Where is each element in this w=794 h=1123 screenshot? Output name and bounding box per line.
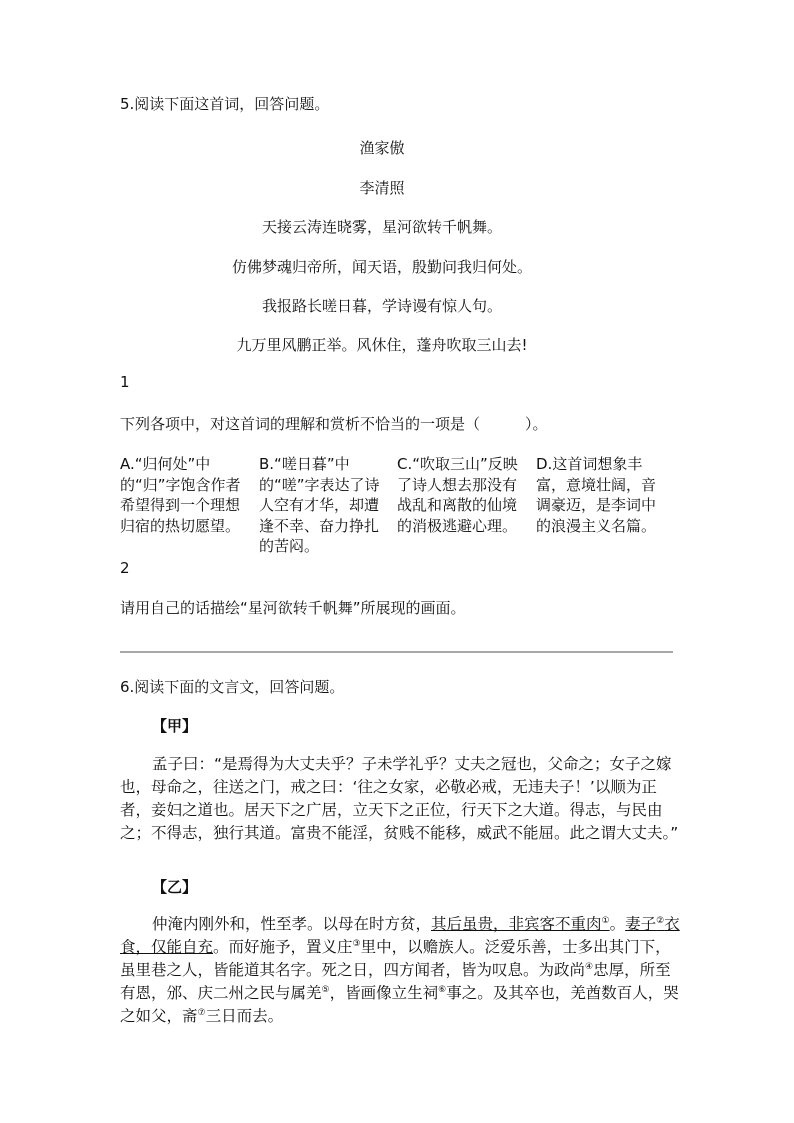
option-a: A.“归何处”中的“归”字饱含作者希望得到一个理想归宿的热切愿望。	[120, 455, 241, 535]
passage-yi-text	[120, 913, 680, 1028]
yi-text-1: 仲淹内刚外和，性至孝。以母在时方贫，	[152, 915, 432, 933]
yi-text-4: 里中，以赡族人。泛爱乐善，士多出其门下，虽里巷之人，皆能道其名字。死之日，四方闻者，皆为叹息。为政尚	[120, 938, 671, 979]
passage-jia-label: 【甲】	[152, 717, 198, 735]
note-4-marker: ④	[585, 961, 594, 972]
option-d: D.这首词想象丰富，意境壮阔，音调豪迈，是李词中的浪漫主义名篇。	[536, 455, 657, 535]
sub-question-2-stem: 请用自己的话描绘“星河欲转千帆舞”所展现的画面。	[120, 599, 466, 617]
question-5-heading: 5.阅读下面这首词，回答问题。	[120, 95, 330, 113]
yi-text-6: ，皆画像立生祠	[329, 984, 439, 1002]
yi-text-5: 忠厚，所至有恩，邠、庆二州之民与属羌	[120, 961, 671, 1002]
question-6-heading: 6.阅读下面的文言文，回答问题。	[120, 678, 345, 696]
yi-text-2: 。	[609, 915, 626, 933]
note-5-marker: ⑤	[321, 984, 330, 995]
sub-question-2-number: 2	[120, 559, 130, 577]
poem-author: 李清照	[359, 179, 405, 197]
section-divider	[120, 651, 673, 653]
note-6-marker: ⑥	[438, 984, 447, 995]
poem-line-1: 天接云涛连晓雾，星河欲转千帆舞。	[261, 218, 502, 236]
yi-underlined-1: 其后虽贵，非宾客不重肉①	[431, 915, 610, 933]
note-3-marker: ③	[352, 938, 361, 949]
option-c: C.“吹取三山”反映了诗人想去那没有战乱和离散的仙境的消极逃避心理。	[397, 455, 518, 535]
note-1-marker: ①	[601, 915, 610, 926]
poem-line-4: 九万里风鹏正举。风休住，蓬舟吹取三山去!	[236, 336, 528, 354]
note-2-marker: ②	[656, 915, 665, 926]
yi-underlined-2: 妻子②衣食，仅能自充	[120, 915, 680, 956]
passage-yi-label: 【乙】	[152, 878, 198, 896]
poem-title: 渔家傲	[359, 139, 405, 157]
option-b: B.“嗟日暮”中的“嗟”字表达了诗人空有才华，却遭逢不幸、奋力挣扎的苦闷。	[259, 455, 380, 555]
passage-jia-text: 孟子曰：“是焉得为大丈夫乎？子未学礼乎？丈夫之冠也，父命之；女子之嫁也，母命之，往送之门，戒之曰：‘往之女家，必敬必戒，无违夫子！’以顺为正者，妾妇之道也。居天下之广居，立天下之正位，行天下之大道。得志，与民由之；不得志，独行其道。富贵不能淫，贫贱不能移，威武不能屈。此之谓大丈夫。”	[120, 755, 679, 842]
yi-text-3: 。而好施予，置义庄	[213, 938, 353, 956]
poem-line-3: 我报路长嗟日暮，学诗谩有惊人句。	[261, 297, 502, 315]
yi-text-7: 事之。及其卒也，羌酋数百人，哭之如父，斋	[120, 984, 679, 1025]
sub-question-1-number: 1	[120, 373, 130, 391]
note-7-marker: ⑦	[197, 1007, 206, 1018]
poem-line-2: 仿佛梦魂归帝所，闻天语，殷勤问我归何处。	[231, 258, 532, 276]
yi-text-8: 三日而去。	[205, 1007, 284, 1025]
sub-question-1-stem: 下列各项中，对这首词的理解和赏析不恰当的一项是（ ）。	[120, 415, 548, 433]
